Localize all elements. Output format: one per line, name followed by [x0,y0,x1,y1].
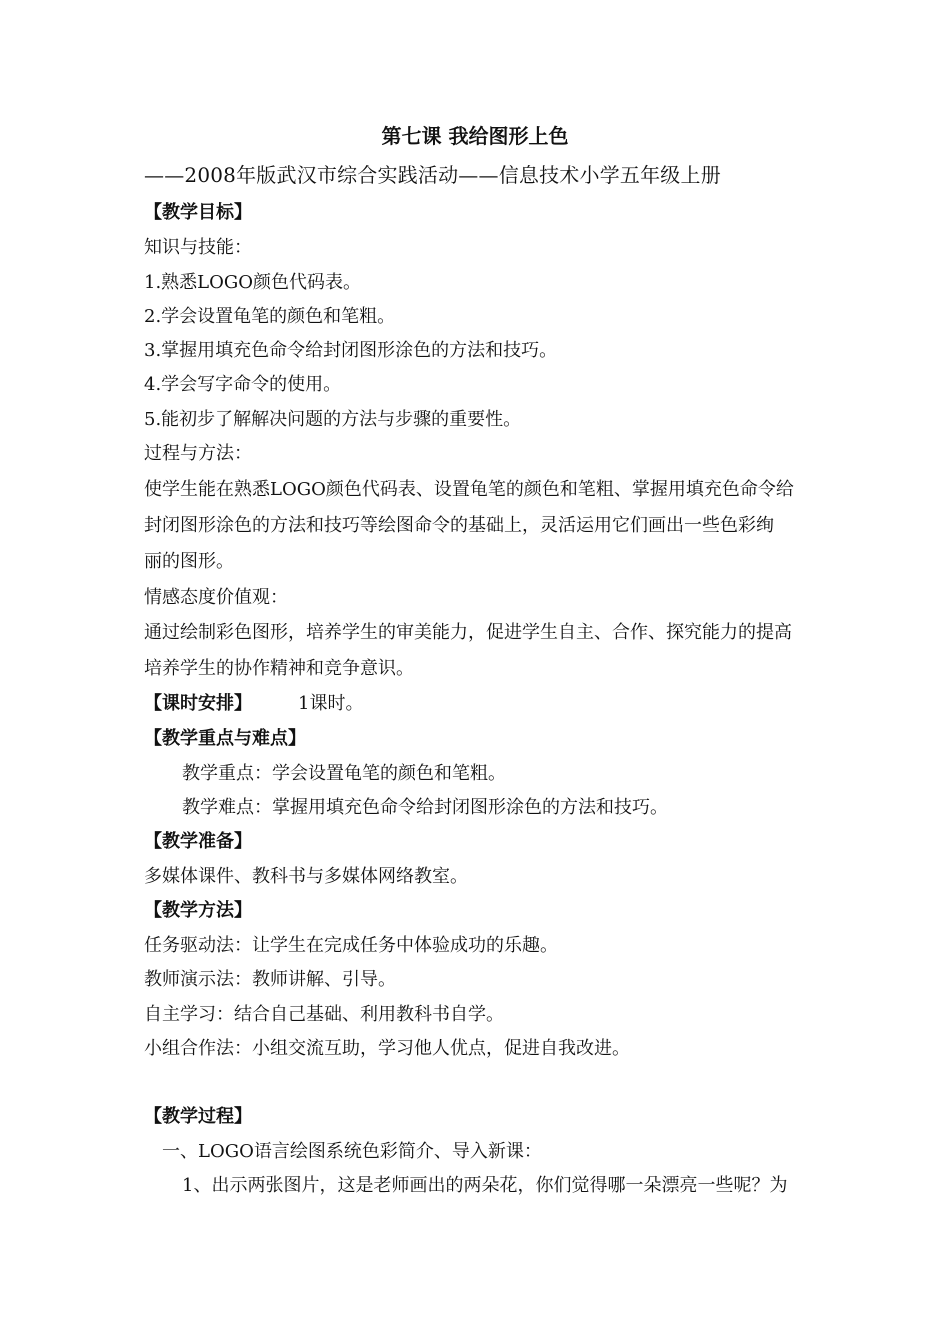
method-item: 任务驱动法：让学生在完成任务中体验成功的乐趣。 [144,935,558,956]
attitude-label: 情感态度价值观： [144,587,288,608]
process-method-label: 过程与方法： [144,443,252,464]
schedule-row [144,692,816,716]
knowledge-item: 5.能初步了解解决问题的方法与步骤的重要性。 [144,409,522,430]
knowledge-item: 4.学会写字命令的使用。 [144,374,342,395]
method-item: 小组合作法：小组交流互助，学习他人优点，促进自我改进。 [144,1038,630,1059]
process-heading: 【教学过程】 [144,1106,252,1127]
method-item: 教师演示法：教师讲解、引导。 [144,969,396,990]
teaching-focus: 教学重点：学会设置龟笔的颜色和笔粗。 [182,763,506,784]
preparation-text: 多媒体课件、教科书与多媒体网络教室。 [144,866,468,887]
objectives-heading: 【教学目标】 [144,202,252,223]
key-points-heading: 【教学重点与难点】 [144,728,306,749]
attitude-text: 培养学生的协作精神和竞争意识。 [144,658,414,679]
methods-heading: 【教学方法】 [144,900,252,921]
schedule-value: 1课时。 [298,693,364,714]
process-step-one: 1、出示两张图片，这是老师画出的两朵花，你们觉得哪一朵漂亮一些呢？为 [182,1175,788,1196]
teaching-difficulty: 教学难点：掌握用填充色命令给封闭图形涂色的方法和技巧。 [182,797,668,818]
schedule-heading: 【课时安排】 [144,693,252,714]
knowledge-item: 3.掌握用填充色命令给封闭图形涂色的方法和技巧。 [144,340,558,361]
process-part-one: 一、LOGO语言绘图系统色彩简介、导入新课： [162,1141,542,1162]
process-method-text: 封闭图形涂色的方法和技巧等绘图命令的基础上，灵活运用它们画出一些色彩绚 [144,515,774,536]
knowledge-item: 1.熟悉LOGO颜色代码表。 [144,272,362,293]
knowledge-item: 2.学会设置龟笔的颜色和笔粗。 [144,306,396,327]
preparation-heading: 【教学准备】 [144,831,252,852]
process-method-text: 丽的图形。 [144,551,234,572]
lesson-subtitle: ——2008年版武汉市综合实践活动——信息技术小学五年级上册 [144,163,721,187]
knowledge-label: 知识与技能： [144,237,252,258]
attitude-text: 通过绘制彩色图形，培养学生的审美能力，促进学生自主、合作、探究能力的提高 [144,622,792,643]
lesson-title: 第七课 我给图形上色 [381,124,569,148]
process-method-text: 使学生能在熟悉LOGO颜色代码表、设置龟笔的颜色和笔粗、掌握用填充色命令给 [144,479,794,500]
method-item: 自主学习：结合自己基础、利用教科书自学。 [144,1004,504,1025]
